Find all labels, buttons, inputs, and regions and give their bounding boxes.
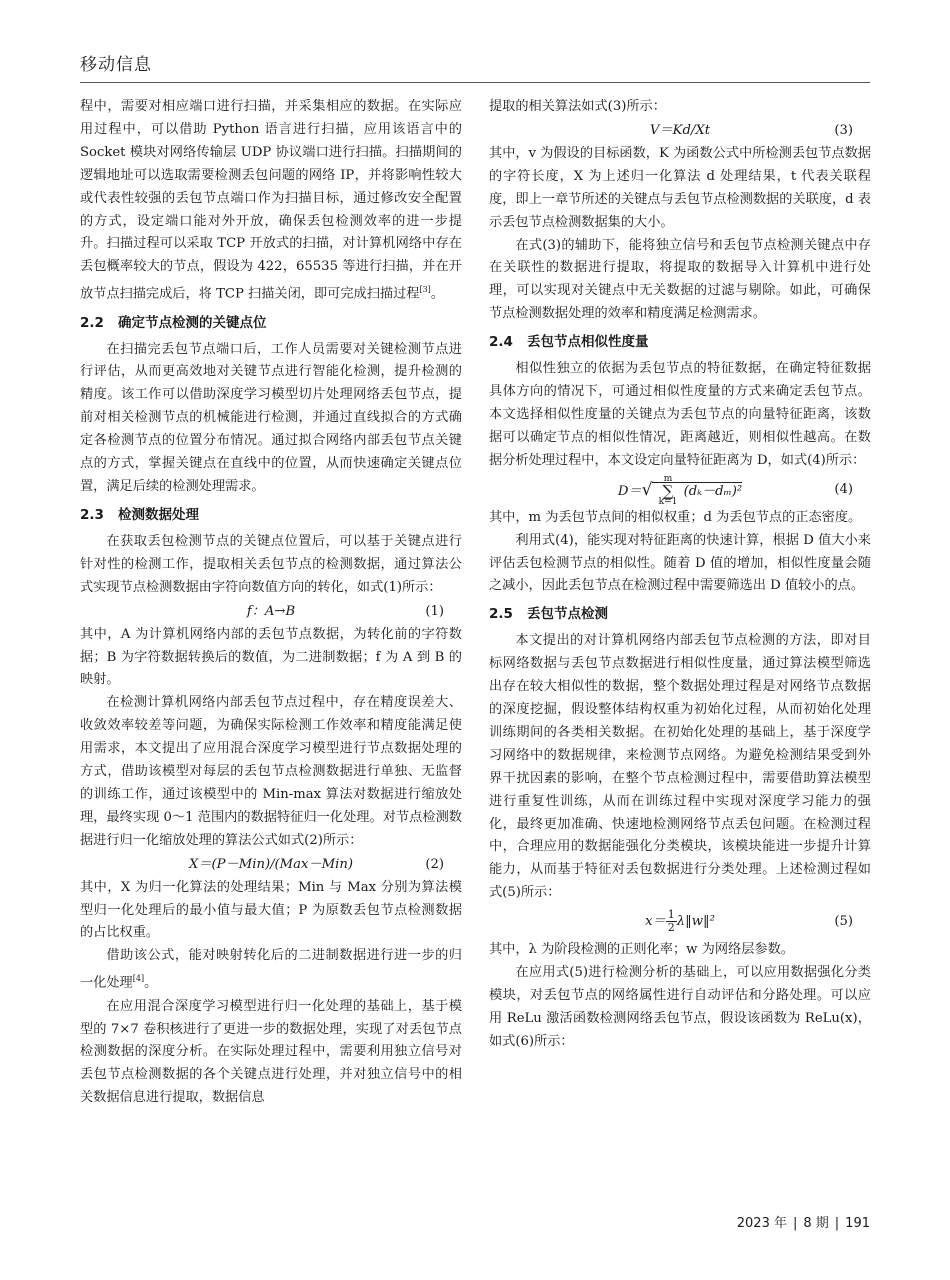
paragraph: 利用式(4)，能实现对特征距离的快速计算，根据 D 值大小来评估丢包检测节点的相似性。随着 D 值的增加，相似性度量会随之减小，因此丢包节点在检测过程中需要筛选出 D 值较小的点。 [489,532,871,594]
equation-4: D＝√ m ∑ k=1 (dₖ－dₘ)² (4) [617,474,853,508]
right-column [489,96,871,1054]
equation-5: x＝ $\frac{1}{2}$ λ‖w‖² (5) [645,908,853,935]
paragraph: 其中，m 为丢包节点间的相似权重；d 为丢包节点的正态密度。 [489,509,862,525]
page-footer: 2023 年 | 8 期 | 191 [736,1216,870,1231]
equation-3: V＝Kd/Xt (3) [649,122,853,138]
paragraph: 在扫描完丢包节点端口后，工作人员需要对关键检测节点进行评估，从而更高效地对关键节点进行智能化检测，提升检测的精度。该工作可以借助深度学习模型切片处理网络丢包节点，提前对相关检测节点的机械能进行检测，并通过直线拟合的方式确定各检测节点的位置分布情况。通过拟合网络内部丢包节点关键点的方式，掌握关键点在直线中的位置，从而快速确定关键点位置，满足后续的检测处理需求。 [80,341,462,494]
citation: [3] [419,285,431,295]
paragraph: 程中，需要对相应端口进行扫描，并采集相应的数据。在实际应用过程中，可以借助 Python 语言进行扫描，应用该语言中的 Socket 模块对网络传输层 UDP 协议端口进行扫描。扫描期间的逻辑地址可以选取需要检测丢包问题的网络 IP，并将影响性较大或代表性较强的丢包节点端口作为扫描目标，通过修改安全配置的方式，设定端口能对外开放，确保丢包检测效率的进一步提升。扫描过程可以采取 TCP 开放式的扫描，对计算机网络中存在丢包概率较大的节点，假设为 422，65535 等进行扫描，并在开放节点扫描完成后，将 TCP 扫描关闭，即可完成扫描过程[3]。 [80,99,462,302]
equation-2: X＝(P－Min)/(Max－Min) (2) [188,856,444,872]
paragraph: 在应用混合深度学习模型进行归一化处理的基础上，基于模型的 7×7 卷积核进行了更进一步的数据处理，实现了对丢包节点检测数据的深度分析。在实际处理过程中，需要利用独立信号对丢包节点检测数据的各个关键点进行处理，并对独立信号中的相关数据信息进行提取，数据信息 [80,998,462,1106]
paragraph: 在检测计算机网络内部丢包节点过程中，存在精度误差大、收敛效率较差等问题，为确保实际检测工作效率和精度能满足使用需求，本文提出了应用混合深度学习模型进行节点数据处理的方式，借助该模型对每层的丢包节点检测数据进行单独、无监督的训练工作，通过该模型中的 Min-max 算法对数据进行缩放处理，最终实现 0～1 范围内的数据特征归一化处理。对节点检测数据进行归一化缩放处理的算法公式如式(2)所示： [80,695,462,848]
paragraph: 其中，v 为假设的目标函数，K 为函数公式中所检测丢包节点数据的字符长度，X 为上述归一化算法 d 处理结果，t 代表关联程度，即上一章节所述的关键点与丢包节点检测数据的关联度，d 表示丢包节点检测数据集的大小。 [489,145,871,230]
paragraph: 在应用式(5)进行检测分析的基础上，可以应用数据强化分类模块，对丢包节点的网络属性进行自动评估和分路处理。可以应用 ReLu 激活函数检测网络丢包节点，假设该函数为 ReLu(x)，如式(6)所示： [489,965,871,1049]
footer-year: 2023 年 [736,1216,787,1231]
header-rule [80,82,870,83]
paragraph: 在获取丢包检测节点的关键点位置后，可以基于关键点进行针对性的检测工作，提取相关丢包节点的检测数据，通过算法公式实现节点检测数据由字符向数值方向的转化，如式(1)所示： [80,533,462,595]
equation-1: f：A→B (1) [246,603,444,619]
paragraph: 相似性独立的依据为丢包节点的特征数据，在确定特征数据具体方向的情况下，可通过相似性度量的方式来确定丢包节点。本文选择相似性度量的关键点为丢包节点的向量特征距离，该数据可以确定节点的相似性情况，距离越近，则相似性越高。在数据分析处理过程中，本文设定向量特征距离为 D，如式(4)所示： [489,361,871,468]
section-heading-2-3: 2.3 检测数据处理 [80,506,199,523]
section-heading-2-4: 2.4 丢包节点相似性度量 [489,334,649,351]
left-column [80,96,462,1110]
paragraph: 借助该公式，能对映射转化后的二进制数据进行进一步的归一化处理[4]。 [80,948,462,991]
footer-issue: 8 期 [803,1216,829,1231]
section-heading-2-2: 2.2 确定节点检测的关键点位 [80,314,267,331]
page-number: 191 [845,1216,870,1231]
paragraph: 其中，A 为计算机网络内部的丢包节点数据，为转化前的字符数据；B 为字符数据转换后的数值，为二进制数据；f 为 A 到 B 的映射。 [80,626,462,688]
paragraph: 本文提出的对计算机网络内部丢包节点检测的方法，即对目标网络数据与丢包节点数据进行相似性度量，通过算法模型筛选出存在较大相似性的数据，整个数据处理过程是对网络节点数据的深度挖掘，假设整体结构权重为初始化过程，从而初始化处理训练期间的各类相关数据。在初始化处理的基础上，基于深度学习网络中的数据规律，来检测节点网络。为避免检测结果受到外界干扰因素的影响，在整个节点检测过程中，需要借助算法模型进行重复性训练，从而在训练过程中实现对深度学习能力的强化，最终更加准确、快速地检测网络节点丢包问题。在检测过程中，合理应用的数据能强化分类模块，该模块能进一步提升计算能力，从而基于特征对丢包数据进行分类处理。上述检测过程如式(5)所示： [489,633,871,901]
journal-title: 移动信息 [80,55,152,75]
citation: [4] [132,974,145,984]
paragraph: 在式(3)的辅助下，能将独立信号和丢包节点检测关键点中存在关联性的数据进行提取，将提取的数据导入计算机中进行处理，可以实现对关键点中无关数据的过滤与剔除。如此，可确保节点检测数据处理的效率和精度满足检测需求。 [489,237,871,322]
paragraph: 其中，λ 为阶段检测的正则化率；w 为网络层参数。 [489,942,794,958]
section-heading-2-5: 2.5 丢包节点检测 [489,606,608,623]
paragraph: 提取的相关算法如式(3)所示： [489,99,666,114]
paragraph: 其中，X 为归一化算法的处理结果；Min 与 Max 分别为算法模型归一化处理后的最小值与最大值；P 为原数丢包节点检测数据的占比权重。 [80,879,462,941]
